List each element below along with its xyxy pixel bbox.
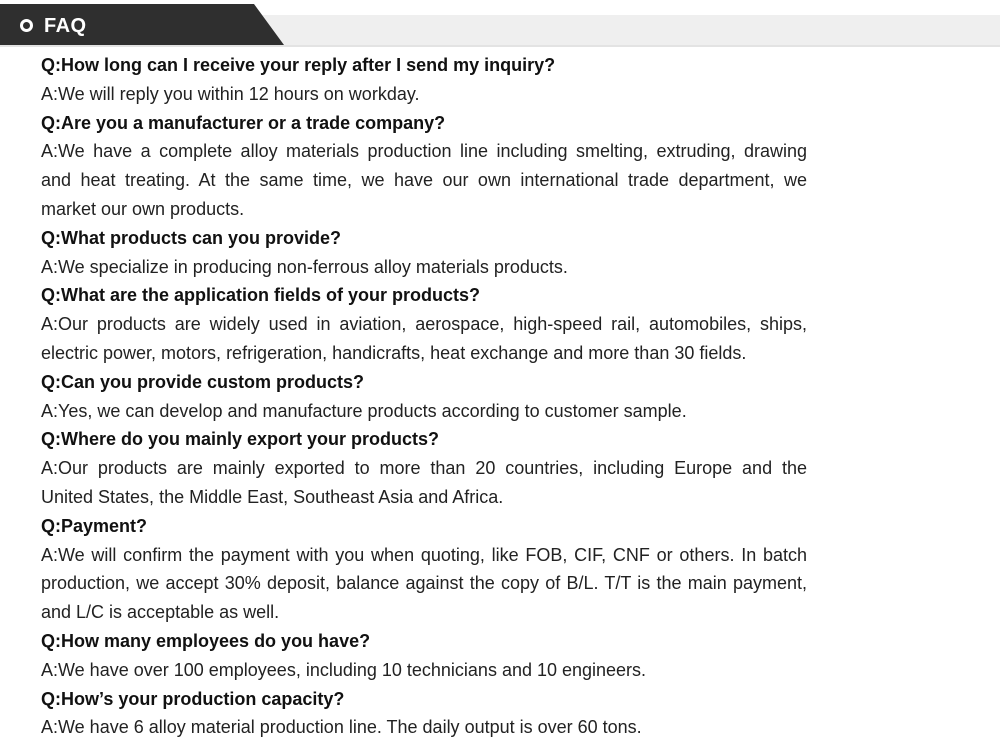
faq-question: Q:Can you provide custom products? — [41, 371, 365, 392]
faq-answer: A:Yes, we can develop and manufacture products according to customer sample. — [41, 400, 687, 421]
header-divider — [0, 45, 1000, 47]
faq-answer: A:Our products are mainly exported to more than 20 countries, including Europe and the — [41, 458, 807, 479]
faq-question: Q:Where do you mainly export your products? — [41, 429, 440, 450]
circle-icon — [20, 19, 33, 32]
faq-header-tab — [0, 4, 284, 45]
faq-answer: and heat treating. At the same time, we have our own international trade department, we — [41, 170, 807, 191]
faq-answer: production, we accept 30% deposit, balance against the copy of B/L. T/T is the main payment, — [41, 573, 807, 594]
faq-question: Q:Payment? — [41, 515, 148, 536]
faq-question: Q:Are you a manufacturer or a trade company? — [41, 112, 446, 133]
faq-question: Q:What products can you provide? — [41, 227, 342, 248]
faq-answer: United States, the Middle East, Southeast Asia and Africa. — [41, 486, 504, 507]
faq-list — [41, 51, 807, 742]
faq-question: Q:How long can I receive your reply after I send my inquiry? — [41, 55, 556, 75]
section-title: FAQ — [44, 15, 87, 37]
faq-answer: A:We will confirm the payment with you when quoting, like FOB, CIF, CNF or others. In batch — [41, 544, 807, 565]
faq-answer: A:We specialize in producing non-ferrous alloy materials products. — [41, 256, 568, 277]
faq-answer: A:We will reply you within 12 hours on workday. — [41, 83, 420, 104]
faq-question: Q:What are the application fields of your products? — [41, 285, 481, 306]
faq-question: Q:How’s your production capacity? — [41, 688, 345, 709]
faq-answer: A:We have over 100 employees, including 10 technicians and 10 engineers. — [41, 659, 647, 680]
faq-answer: market our own products. — [41, 198, 245, 219]
faq-answer: A:We have a complete alloy materials production line including smelting, extruding, drawing — [41, 141, 807, 162]
faq-answer: electric power, motors, refrigeration, handicrafts, heat exchange and more than 30 fields. — [41, 342, 747, 363]
faq-answer: A:Our products are widely used in aviation, aerospace, high-speed rail, automobiles, ships, — [41, 314, 807, 335]
faq-answer: A:We have 6 alloy material production line. The daily output is over 60 tons. — [41, 717, 642, 738]
faq-answer: and L/C is acceptable as well. — [41, 602, 280, 623]
faq-question: Q:How many employees do you have? — [41, 630, 371, 651]
